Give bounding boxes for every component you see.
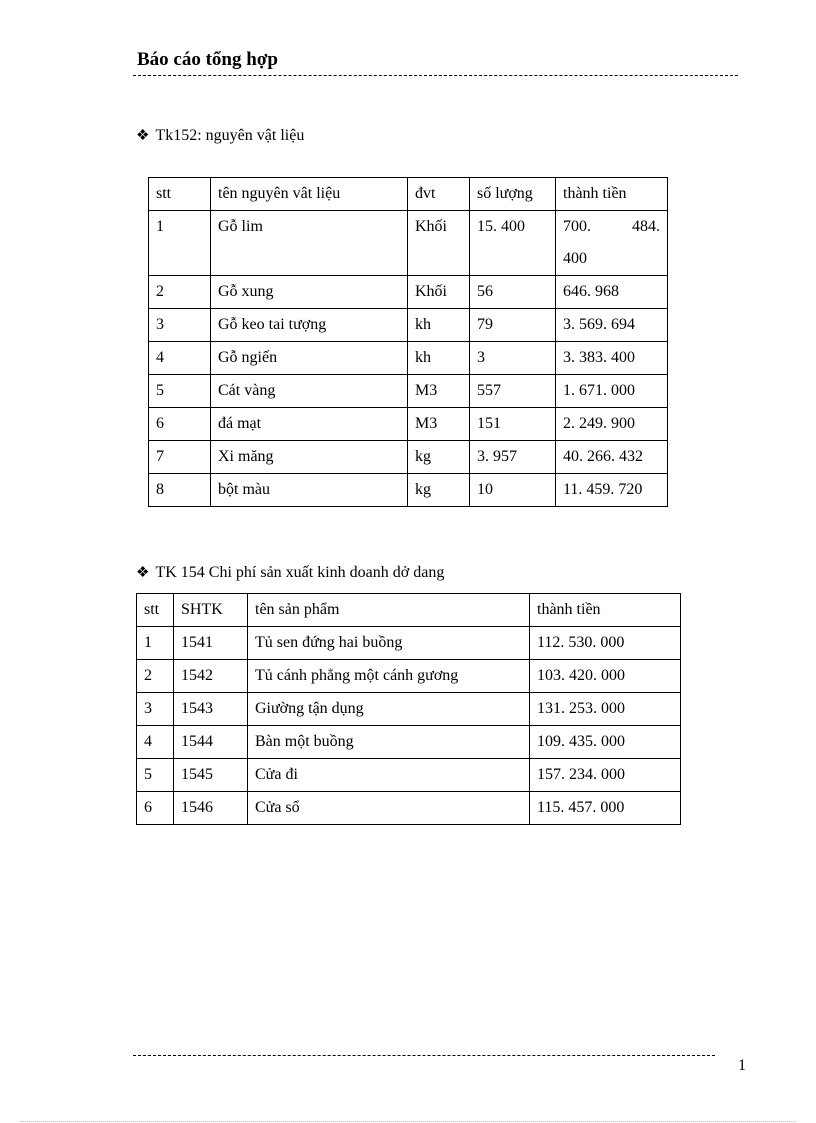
page-header-title: Báo cáo tổng hợp [137, 49, 278, 70]
table-header-row [149, 178, 668, 211]
amount-part: 484. [632, 218, 660, 235]
quantity: 56 [470, 276, 556, 309]
row-stt: 2 [149, 276, 211, 309]
table-row [149, 342, 668, 375]
product-name: Giường tận dụng [248, 693, 530, 726]
amount-part: 400 [563, 250, 587, 267]
material-name: Xi măng [211, 441, 408, 474]
column-header: stt [149, 178, 211, 211]
table-row [137, 693, 681, 726]
account-code: 1541 [174, 627, 248, 660]
amount: 3. 569. 694 [556, 309, 668, 342]
column-header: tên nguyên vât liệu [211, 178, 408, 211]
table-row [149, 408, 668, 441]
account-code: 1542 [174, 660, 248, 693]
material-name: Gỗ xung [211, 276, 408, 309]
section1-heading-text: Tk152: nguyên vật liệu [155, 127, 305, 144]
table-row [149, 441, 668, 474]
row-stt: 7 [149, 441, 211, 474]
amount: 1. 671. 000 [556, 375, 668, 408]
table-row [149, 474, 668, 507]
row-stt: 4 [149, 342, 211, 375]
amount: 103. 420. 000 [530, 660, 681, 693]
quantity: 3. 957 [470, 441, 556, 474]
row-stt: 4 [137, 726, 174, 759]
table-row [137, 792, 681, 825]
table-header-row [137, 594, 681, 627]
material-name: Gỗ lim [211, 211, 408, 276]
row-stt: 5 [149, 375, 211, 408]
account-code: 1544 [174, 726, 248, 759]
section2-heading-text: TK 154 Chi phí sản xuất kinh doanh dở dang [155, 564, 445, 581]
column-header: thành tiền [530, 594, 681, 627]
unit: kg [408, 474, 470, 507]
section2-heading [136, 563, 444, 582]
column-header: thành tiền [556, 178, 668, 211]
row-stt: 6 [149, 408, 211, 441]
unit: Khối [408, 276, 470, 309]
product-name: Bàn một buồng [248, 726, 530, 759]
product-name: Tủ cánh phẳng một cánh gương [248, 660, 530, 693]
diamond-bullet-icon: ❖ [136, 565, 150, 581]
table-row [137, 759, 681, 792]
quantity: 3 [470, 342, 556, 375]
row-stt: 1 [149, 211, 211, 276]
section1-heading [136, 126, 304, 145]
amount: 646. 968 [556, 276, 668, 309]
unit: Khối [408, 211, 470, 276]
unit: kh [408, 309, 470, 342]
unit: kg [408, 441, 470, 474]
page-number: 1 [738, 1057, 746, 1074]
table-row [149, 276, 668, 309]
product-name: Tủ sen đứng hai buồng [248, 627, 530, 660]
table-row [137, 627, 681, 660]
column-header: SHTK [174, 594, 248, 627]
materials-table [148, 177, 668, 507]
amount: 40. 266. 432 [556, 441, 668, 474]
amount: 131. 253. 000 [530, 693, 681, 726]
table-row [149, 309, 668, 342]
unit: M3 [408, 408, 470, 441]
column-header: tên sản phẩm [248, 594, 530, 627]
table-row [137, 660, 681, 693]
row-stt: 6 [137, 792, 174, 825]
unit: kh [408, 342, 470, 375]
column-header: đvt [408, 178, 470, 211]
row-stt: 5 [137, 759, 174, 792]
product-name: Cửa đi [248, 759, 530, 792]
amount: 2. 249. 900 [556, 408, 668, 441]
amount-part: 700. [563, 218, 591, 235]
row-stt: 8 [149, 474, 211, 507]
account-code: 1545 [174, 759, 248, 792]
quantity: 557 [470, 375, 556, 408]
unit: M3 [408, 375, 470, 408]
account-code: 1546 [174, 792, 248, 825]
wip-costs-table [136, 593, 681, 825]
row-stt: 3 [149, 309, 211, 342]
quantity: 10 [470, 474, 556, 507]
amount: 112. 530. 000 [530, 627, 681, 660]
table-row [149, 375, 668, 408]
header-divider [133, 75, 738, 76]
column-header: stt [137, 594, 174, 627]
material-name: đá mạt [211, 408, 408, 441]
row-stt: 2 [137, 660, 174, 693]
material-name: Gỗ ngiến [211, 342, 408, 375]
account-code: 1543 [174, 693, 248, 726]
amount [556, 211, 668, 276]
row-stt: 1 [137, 627, 174, 660]
material-name: Gỗ keo tai tượng [211, 309, 408, 342]
quantity: 15. 400 [470, 211, 556, 276]
footer-divider [133, 1055, 715, 1056]
quantity: 151 [470, 408, 556, 441]
amount: 109. 435. 000 [530, 726, 681, 759]
column-header: số lượng [470, 178, 556, 211]
quantity: 79 [470, 309, 556, 342]
table-row [137, 726, 681, 759]
table-row [149, 211, 668, 276]
row-stt: 3 [137, 693, 174, 726]
material-name: Cát vàng [211, 375, 408, 408]
amount: 3. 383. 400 [556, 342, 668, 375]
page-bottom-border [20, 1121, 796, 1122]
amount: 11. 459. 720 [556, 474, 668, 507]
amount: 157. 234. 000 [530, 759, 681, 792]
amount: 115. 457. 000 [530, 792, 681, 825]
diamond-bullet-icon: ❖ [136, 128, 150, 144]
product-name: Cửa sổ [248, 792, 530, 825]
material-name: bột màu [211, 474, 408, 507]
